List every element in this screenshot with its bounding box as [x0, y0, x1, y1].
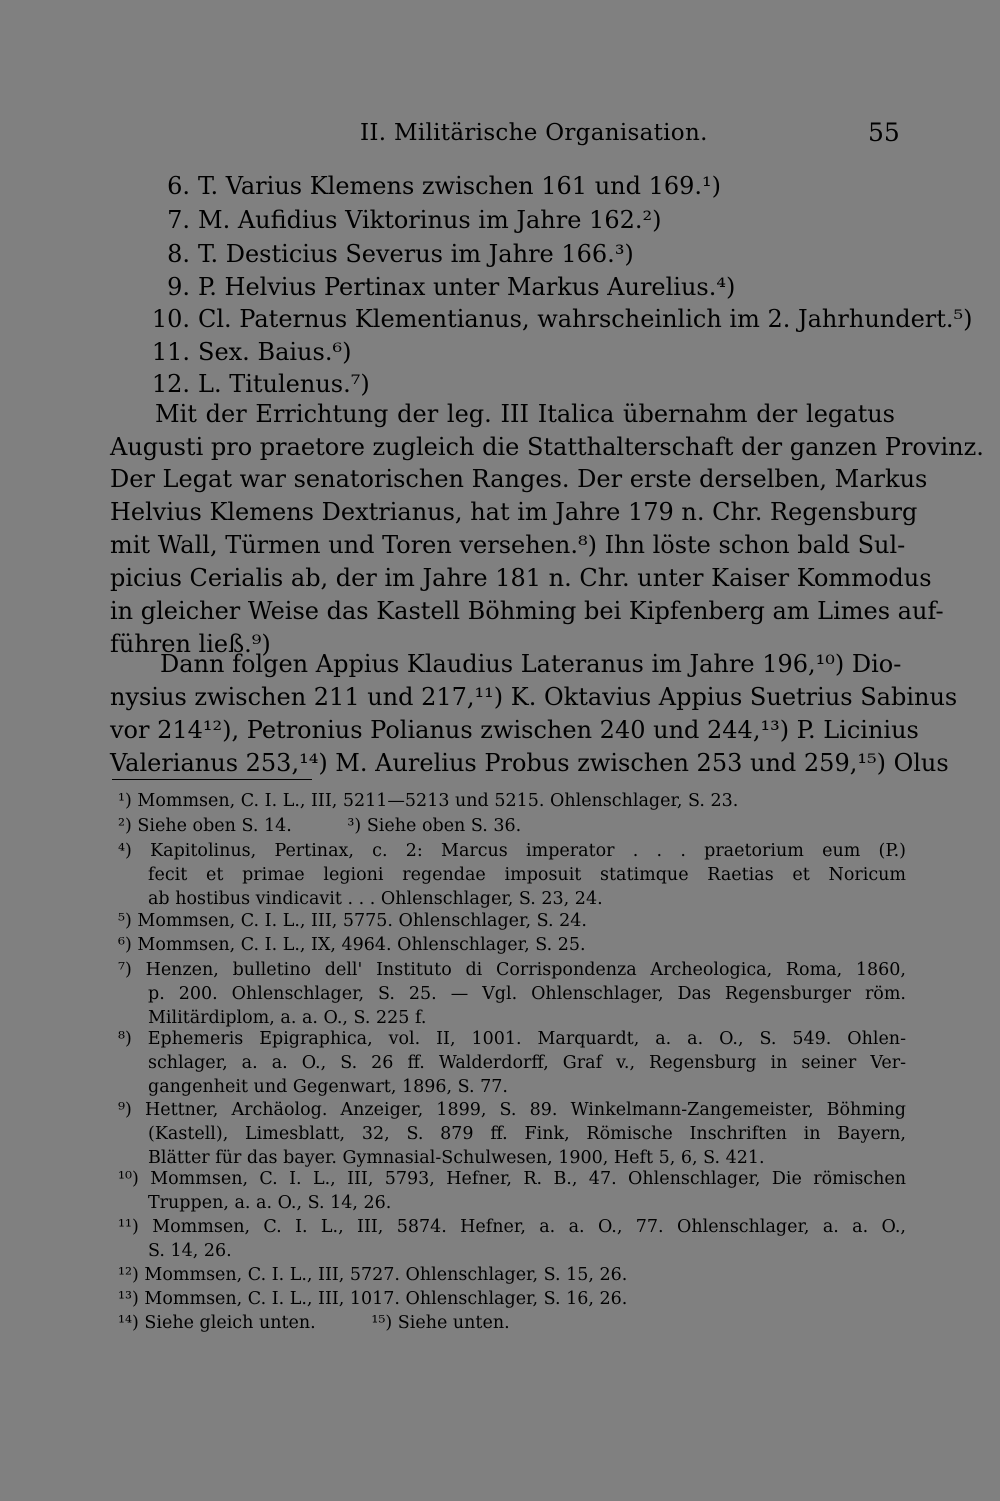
- list-item-number: 6.: [167, 172, 190, 200]
- list-item: [110, 305, 973, 333]
- footnote-line: Militärdiplom, a. a. O., S. 225 f.: [148, 1008, 427, 1028]
- list-item-text: Sex. Baius.⁶): [198, 338, 352, 366]
- footnote-line: schlager, a. a. O., S. 26 ff. Walderdorff, Graf v., Regensburg in seiner Ver-: [148, 1053, 906, 1073]
- list-item: [110, 338, 351, 366]
- footnote-line: Blätter für das bayer. Gymnasial-Schulwesen, 1900, Heft 5, 6, S. 421.: [148, 1148, 765, 1168]
- footnote-line: p. 200. Ohlenschlager, S. 25. — Vgl. Ohlenschlager, Das Regensburger röm.: [148, 984, 906, 1004]
- footnote-line: ⁷) Henzen, bulletino dell' Instituto di Corrispondenza Archeologica, Roma, 1860,: [118, 960, 906, 980]
- text-line: vor 214¹²), Petronius Polianus zwischen 240 und 244,¹³) P. Licinius: [110, 716, 919, 744]
- text-line: Dann folgen Appius Klaudius Lateranus im Jahre 196,¹⁰) Dio-: [160, 650, 902, 678]
- footnote-line: ab hostibus vindicavit . . . Ohlenschlager, S. 23, 24.: [148, 889, 603, 909]
- footnote-line: ²) Siehe oben S. 14. ³) Siehe oben S. 36.: [118, 816, 522, 836]
- footnote-line: ⁴) Kapitolinus, Pertinax, c. 2: Marcus imperator . . . praetorium eum (P.): [118, 841, 906, 861]
- list-item-number: 10.: [151, 305, 190, 333]
- text-line: Augusti pro praetore zugleich die Statthalterschaft der ganzen Provinz.: [110, 433, 984, 461]
- text-line: mit Wall, Türmen und Toren versehen.⁸) Ihn löste schon bald Sul-: [110, 531, 906, 559]
- text-line: in gleicher Weise das Kastell Böhming bei Kipfenberg am Limes auf-: [110, 597, 944, 625]
- list-item-number: 12.: [151, 370, 190, 398]
- footnote-line: (Kastell), Limesblatt, 32, S. 879 ff. Fink, Römische Inschriften in Bayern,: [148, 1124, 906, 1144]
- text-line: Mit der Errichtung der leg. III Italica übernahm der legatus: [155, 400, 895, 428]
- list-item: [110, 206, 661, 234]
- footnote-line: ¹⁰) Mommsen, C. I. L., III, 5793, Hefner, R. B., 47. Ohlenschlager, Die römischen: [118, 1169, 906, 1189]
- list-item-number: 7.: [167, 206, 190, 234]
- footnote-line: fecit et primae legioni regendae imposuit statimque Raetias et Noricum: [148, 865, 906, 885]
- footnote-line: ⁶) Mommsen, C. I. L., IX, 4964. Ohlenschlager, S. 25.: [118, 935, 586, 955]
- footnote-line: ¹⁴) Siehe gleich unten. ¹⁵) Siehe unten.: [118, 1313, 510, 1333]
- footnote-line: ¹) Mommsen, C. I. L., III, 5211—5213 und 5215. Ohlenschlager, S. 23.: [118, 791, 739, 811]
- text-line: picius Cerialis ab, der im Jahre 181 n. Chr. unter Kaiser Kommodus: [110, 564, 932, 592]
- footnote-line: ⁵) Mommsen, C. I. L., III, 5775. Ohlenschlager, S. 24.: [118, 911, 587, 931]
- footnote-line: ¹¹) Mommsen, C. I. L., III, 5874. Hefner, a. a. O., 77. Ohlenschlager, a. a. O.,: [118, 1217, 906, 1237]
- text-line: Der Legat war senatorischen Ranges. Der erste derselben, Markus: [110, 465, 928, 493]
- footnote-line: S. 14, 26.: [148, 1241, 232, 1261]
- footnote-line: ⁸) Ephemeris Epigraphica, vol. II, 1001. Marquardt, a. a. O., S. 549. Ohlen-: [118, 1029, 906, 1049]
- list-item-text: M. Aufidius Viktorinus im Jahre 162.²): [198, 206, 662, 234]
- list-item: [110, 370, 370, 398]
- list-item-text: T. Varius Klemens zwischen 161 und 169.¹): [198, 172, 722, 200]
- list-item-text: L. Titulenus.⁷): [198, 370, 370, 398]
- list-item-number: 11.: [151, 338, 190, 366]
- list-item-text: Cl. Paternus Klementianus, wahrscheinlich im 2. Jahrhundert.⁵): [198, 305, 973, 333]
- list-item: [110, 273, 735, 301]
- footnote-line: Truppen, a. a. O., S. 14, 26.: [148, 1193, 392, 1213]
- text-line: führen ließ.⁹): [110, 630, 271, 658]
- text-line: Helvius Klemens Dextrianus, hat im Jahre 179 n. Chr. Regensburg: [110, 498, 918, 526]
- footnote-line: ¹³) Mommsen, C. I. L., III, 1017. Ohlenschlager, S. 16, 26.: [118, 1289, 628, 1309]
- list-item-number: 8.: [167, 240, 190, 268]
- list-item-text: T. Desticius Severus im Jahre 166.³): [198, 240, 634, 268]
- list-item: [110, 240, 634, 268]
- footnote-divider: [112, 779, 312, 780]
- footnote-line: gangenheit und Gegenwart, 1896, S. 77.: [148, 1077, 508, 1097]
- list-item-number: 9.: [167, 273, 190, 301]
- footnote-line: ¹²) Mommsen, C. I. L., III, 5727. Ohlenschlager, S. 15, 26.: [118, 1265, 628, 1285]
- text-line: Valerianus 253,¹⁴) M. Aurelius Probus zwischen 253 und 259,¹⁵) Olus: [110, 749, 949, 777]
- running-header: II. Militärische Organisation.: [360, 120, 708, 146]
- text-line: nysius zwischen 211 und 217,¹¹) K. Oktavius Appius Suetrius Sabinus: [110, 683, 958, 711]
- page-number: 55: [868, 118, 900, 147]
- list-item-text: P. Helvius Pertinax unter Markus Aurelius.⁴): [198, 273, 736, 301]
- list-item: [110, 172, 721, 200]
- footnote-line: ⁹) Hettner, Archäolog. Anzeiger, 1899, S. 89. Winkelmann-Zangemeister, Böhming: [118, 1100, 906, 1120]
